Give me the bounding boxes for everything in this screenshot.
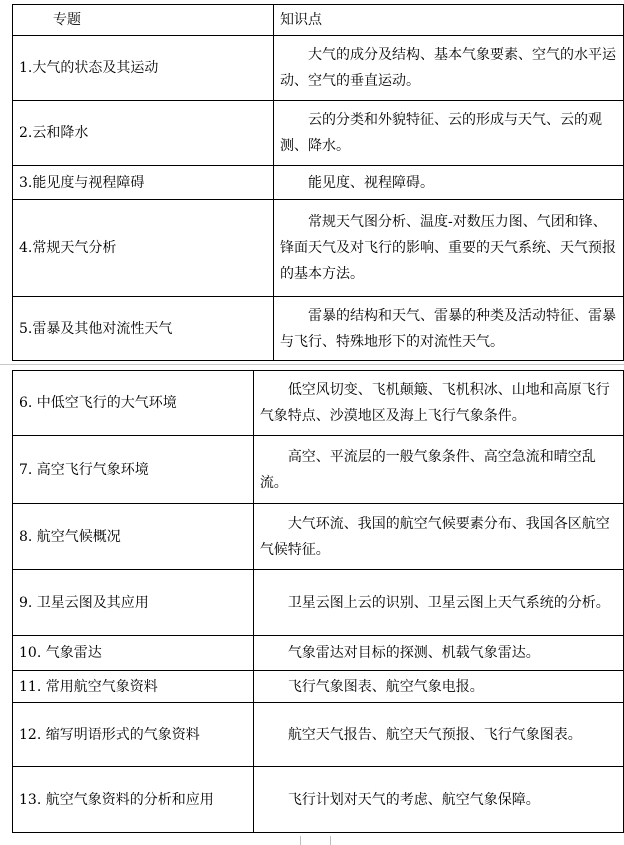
table-row (13, 436, 624, 504)
header-topic: 专题 (13, 5, 274, 36)
knowledge-cell: 低空风切变、飞机颠簸、飞机积冰、山地和高原飞行气象特点、沙漠地区及海上飞行气象条件。 (259, 382, 610, 424)
topics-table-part-1 (12, 4, 624, 361)
table-row (13, 166, 624, 200)
topic-cell: 9. 卫星云图及其应用 (13, 570, 254, 636)
table-row (13, 504, 624, 570)
topic-cell: 5.雷暴及其他对流性天气 (13, 297, 274, 361)
knowledge-cell: 能见度、视程障碍。 (308, 174, 435, 191)
table-row (13, 101, 624, 166)
table-row (13, 767, 624, 833)
knowledge-cell: 大气的成分及结构、基本气象要素、空气的水平运动、空气的垂直运动。 (280, 47, 617, 89)
knowledge-cell: 高空、平流层的一般气象条件、高空急流和晴空乱流。 (259, 448, 596, 491)
table-row (13, 703, 624, 767)
topic-cell: 1.大气的状态及其运动 (13, 36, 274, 101)
table-row (13, 200, 624, 297)
page-edge-mark (300, 836, 301, 845)
knowledge-cell: 飞行气象图表、航空气象电报。 (287, 678, 484, 695)
topic-cell: 11. 常用航空气象资料 (13, 671, 254, 703)
knowledge-cell: 常规天气图分析、温度-对数压力图、气团和锋、锋面天气及对飞行的影响、重要的天气系统、天气预报的基本方法。 (280, 214, 617, 282)
knowledge-cell: 飞行计划对天气的考虑、航空气象保障。 (287, 791, 540, 808)
knowledge-cell: 雷暴的结构和天气、雷暴的种类及活动特征、雷暴与飞行、特殊地形下的对流性天气。 (280, 307, 617, 350)
topic-cell: 12. 缩写明语形式的气象资料 (13, 703, 254, 767)
table-row (13, 297, 624, 361)
topic-cell: 7. 高空飞行气象环境 (13, 436, 254, 504)
table-header-row (13, 5, 624, 36)
topic-cell: 2.云和降水 (13, 101, 274, 166)
topic-cell: 13. 航空气象资料的分析和应用 (13, 767, 254, 833)
knowledge-cell: 卫星云图上云的识别、卫星云图上天气系统的分析。 (287, 594, 610, 611)
topics-table-part-2 (12, 370, 624, 833)
topic-cell: 8. 航空气候概况 (13, 504, 254, 570)
table-row (13, 636, 624, 671)
knowledge-cell: 云的分类和外貌特征、云的形成与天气、云的观测、降水。 (280, 112, 603, 154)
knowledge-cell: 航空天气报告、航空天气预报、飞行气象图表。 (287, 726, 582, 743)
header-knowledge: 知识点 (274, 5, 624, 36)
topic-cell: 3.能见度与视程障碍 (13, 166, 274, 200)
knowledge-cell: 大气环流、我国的航空气候要素分布、我国各区航空气候特征。 (259, 515, 610, 558)
topic-cell: 4.常规天气分析 (13, 200, 274, 297)
table-row (13, 570, 624, 636)
table-row (13, 671, 624, 703)
knowledge-cell: 气象雷达对目标的探测、机载气象雷达。 (287, 645, 540, 661)
topic-cell: 10. 气象雷达 (13, 636, 254, 671)
page-edge-mark (330, 836, 331, 845)
topic-cell: 6. 中低空飞行的大气环境 (13, 371, 254, 436)
table-row (13, 371, 624, 436)
table-row (13, 36, 624, 101)
